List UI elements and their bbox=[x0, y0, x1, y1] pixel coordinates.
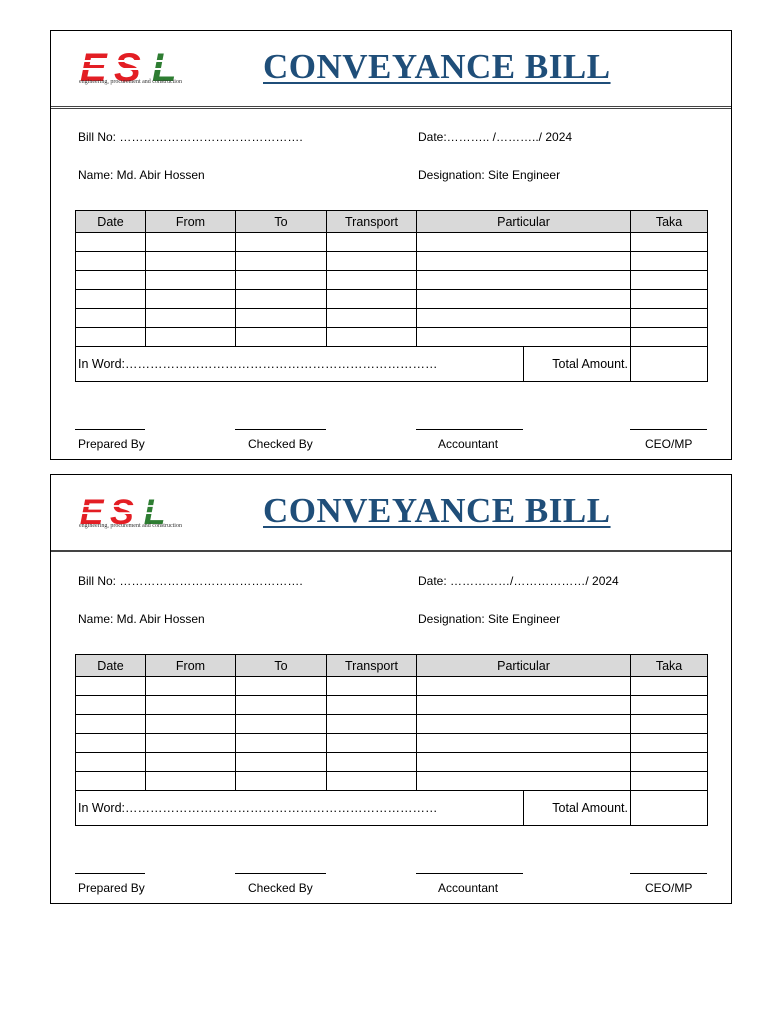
cell-from[interactable] bbox=[146, 734, 236, 753]
cell-date[interactable] bbox=[76, 677, 146, 696]
table-row bbox=[76, 328, 708, 347]
cell-transport[interactable] bbox=[327, 233, 417, 252]
esl-logo bbox=[78, 489, 198, 539]
cell-to[interactable] bbox=[236, 271, 327, 290]
table-header-row bbox=[76, 211, 708, 233]
cell-from[interactable] bbox=[146, 290, 236, 309]
prepared-by-label: Prepared By bbox=[78, 881, 145, 895]
table-header-row bbox=[76, 655, 708, 677]
cell-date[interactable] bbox=[76, 734, 146, 753]
designation-field: Designation: Site Engineer bbox=[418, 168, 561, 182]
ceo-mp-label: CEO/MP bbox=[645, 881, 693, 895]
cell-particular[interactable] bbox=[417, 290, 631, 309]
total-row bbox=[76, 347, 708, 382]
logo-letter-l: L bbox=[143, 491, 166, 532]
column-header-date: Date bbox=[76, 211, 146, 233]
date-field[interactable]: Date: ……………/………………/ 2024 bbox=[418, 574, 619, 588]
cell-transport[interactable] bbox=[327, 696, 417, 715]
cell-particular[interactable] bbox=[417, 233, 631, 252]
signature-line-accountant bbox=[416, 429, 523, 430]
cell-transport[interactable] bbox=[327, 309, 417, 328]
cell-date[interactable] bbox=[76, 715, 146, 734]
form-header bbox=[51, 31, 731, 107]
cell-from[interactable] bbox=[146, 309, 236, 328]
name-field: Name: Md. Abir Hossen bbox=[78, 168, 205, 182]
table-row bbox=[76, 309, 708, 328]
date-field[interactable]: Date:……….. /………../ 2024 bbox=[418, 130, 573, 144]
conveyance-bill-form-2 bbox=[50, 474, 732, 904]
cell-particular[interactable] bbox=[417, 677, 631, 696]
signature-line-checked bbox=[235, 873, 326, 874]
cell-transport[interactable] bbox=[327, 734, 417, 753]
column-header-from: From bbox=[146, 211, 236, 233]
column-header-transport: Transport bbox=[327, 211, 417, 233]
table-row bbox=[76, 290, 708, 309]
bill-no-field[interactable]: Bill No: ………………………………………. bbox=[78, 130, 303, 144]
cell-to[interactable] bbox=[236, 696, 327, 715]
cell-transport[interactable] bbox=[327, 290, 417, 309]
cell-date[interactable] bbox=[76, 772, 146, 791]
accountant-label: Accountant bbox=[438, 437, 499, 451]
signature-line-checked bbox=[235, 429, 326, 430]
cell-date[interactable] bbox=[76, 753, 146, 772]
header-divider bbox=[51, 550, 731, 552]
column-header-date: Date bbox=[76, 655, 146, 677]
logo-letter-e: E bbox=[79, 491, 104, 532]
cell-to[interactable] bbox=[236, 715, 327, 734]
column-header-particular: Particular bbox=[417, 211, 631, 233]
header-divider bbox=[51, 106, 731, 109]
cell-transport[interactable] bbox=[327, 328, 417, 347]
column-header-taka: Taka bbox=[631, 211, 708, 233]
designation-field: Designation: Site Engineer bbox=[418, 612, 561, 626]
table-row bbox=[76, 715, 708, 734]
logo-tagline: engineering, procurement and construction bbox=[79, 79, 182, 85]
cell-to[interactable] bbox=[236, 290, 327, 309]
cell-particular[interactable] bbox=[417, 309, 631, 328]
cell-particular[interactable] bbox=[417, 271, 631, 290]
total-amount-value[interactable] bbox=[631, 791, 708, 826]
cell-to[interactable] bbox=[236, 753, 327, 772]
cell-date[interactable] bbox=[76, 290, 146, 309]
column-header-taka: Taka bbox=[631, 655, 708, 677]
cell-taka[interactable] bbox=[631, 734, 708, 753]
cell-taka[interactable] bbox=[631, 715, 708, 734]
table-row bbox=[76, 271, 708, 290]
cell-transport[interactable] bbox=[327, 715, 417, 734]
cell-to[interactable] bbox=[236, 252, 327, 271]
cell-particular[interactable] bbox=[417, 328, 631, 347]
logo-letter-s: S bbox=[110, 491, 134, 532]
cell-date[interactable] bbox=[76, 233, 146, 252]
cell-from[interactable] bbox=[146, 772, 236, 791]
table-row bbox=[76, 734, 708, 753]
table-row bbox=[76, 252, 708, 271]
total-row bbox=[76, 791, 708, 826]
cell-particular[interactable] bbox=[417, 715, 631, 734]
cell-taka[interactable] bbox=[631, 696, 708, 715]
column-header-to: To bbox=[236, 655, 327, 677]
ceo-mp-label: CEO/MP bbox=[645, 437, 693, 451]
cell-transport[interactable] bbox=[327, 753, 417, 772]
cell-from[interactable] bbox=[146, 233, 236, 252]
signature-line-prepared bbox=[75, 873, 145, 874]
cell-taka[interactable] bbox=[631, 753, 708, 772]
cell-particular[interactable] bbox=[417, 252, 631, 271]
cell-from[interactable] bbox=[146, 677, 236, 696]
conveyance-bill-form-1 bbox=[50, 30, 732, 460]
cell-particular[interactable] bbox=[417, 734, 631, 753]
prepared-by-label: Prepared By bbox=[78, 437, 145, 451]
signature-line-ceo bbox=[630, 429, 707, 430]
cell-taka[interactable] bbox=[631, 233, 708, 252]
table-row bbox=[76, 772, 708, 791]
conveyance-table bbox=[75, 654, 708, 826]
table-row bbox=[76, 677, 708, 696]
cell-taka[interactable] bbox=[631, 252, 708, 271]
cell-from[interactable] bbox=[146, 328, 236, 347]
logo-letter-s: S bbox=[114, 46, 141, 90]
cell-date[interactable] bbox=[76, 309, 146, 328]
column-header-particular: Particular bbox=[417, 655, 631, 677]
cell-to[interactable] bbox=[236, 309, 327, 328]
checked-by-label: Checked By bbox=[248, 437, 313, 451]
form-title: CONVEYANCE BILL bbox=[263, 491, 611, 530]
column-header-from: From bbox=[146, 655, 236, 677]
accountant-label: Accountant bbox=[438, 881, 499, 895]
cell-taka[interactable] bbox=[631, 309, 708, 328]
cell-transport[interactable] bbox=[327, 271, 417, 290]
cell-from[interactable] bbox=[146, 715, 236, 734]
table-row bbox=[76, 753, 708, 772]
cell-from[interactable] bbox=[146, 753, 236, 772]
esl-logo bbox=[78, 45, 213, 95]
cell-from[interactable] bbox=[146, 252, 236, 271]
cell-to[interactable] bbox=[236, 677, 327, 696]
signature-line-prepared bbox=[75, 429, 145, 430]
cell-particular[interactable] bbox=[417, 772, 631, 791]
conveyance-table bbox=[75, 210, 708, 382]
total-amount-label: Total Amount. bbox=[524, 791, 631, 826]
table-row bbox=[76, 696, 708, 715]
column-header-transport: Transport bbox=[327, 655, 417, 677]
cell-from[interactable] bbox=[146, 271, 236, 290]
cell-transport[interactable] bbox=[327, 252, 417, 271]
signature-line-accountant bbox=[416, 873, 523, 874]
total-amount-label: Total Amount. bbox=[524, 347, 631, 382]
cell-transport[interactable] bbox=[327, 677, 417, 696]
cell-date[interactable] bbox=[76, 252, 146, 271]
cell-to[interactable] bbox=[236, 233, 327, 252]
checked-by-label: Checked By bbox=[248, 881, 313, 895]
logo-tagline: engineering, procurement and construction bbox=[79, 523, 182, 529]
table-row bbox=[76, 233, 708, 252]
cell-taka[interactable] bbox=[631, 290, 708, 309]
cell-particular[interactable] bbox=[417, 696, 631, 715]
cell-from[interactable] bbox=[146, 696, 236, 715]
logo-letter-e: E bbox=[80, 46, 107, 90]
cell-particular[interactable] bbox=[417, 753, 631, 772]
cell-transport[interactable] bbox=[327, 772, 417, 791]
name-field: Name: Md. Abir Hossen bbox=[78, 612, 205, 626]
form-header bbox=[51, 475, 731, 551]
cell-date[interactable] bbox=[76, 328, 146, 347]
in-word-field[interactable]: In Word:………………………………………………………………… bbox=[76, 347, 524, 382]
cell-date[interactable] bbox=[76, 271, 146, 290]
cell-to[interactable] bbox=[236, 772, 327, 791]
bill-no-field[interactable]: Bill No: ………………………………………. bbox=[78, 574, 303, 588]
logo-letter-l: L bbox=[152, 46, 177, 90]
cell-to[interactable] bbox=[236, 734, 327, 753]
in-word-field[interactable]: In Word:………………………………………………………………… bbox=[76, 791, 524, 826]
column-header-to: To bbox=[236, 211, 327, 233]
form-title: CONVEYANCE BILL bbox=[263, 47, 611, 86]
cell-date[interactable] bbox=[76, 696, 146, 715]
cell-taka[interactable] bbox=[631, 772, 708, 791]
cell-taka[interactable] bbox=[631, 677, 708, 696]
cell-taka[interactable] bbox=[631, 328, 708, 347]
signature-line-ceo bbox=[630, 873, 707, 874]
cell-taka[interactable] bbox=[631, 271, 708, 290]
total-amount-value[interactable] bbox=[631, 347, 708, 382]
cell-to[interactable] bbox=[236, 328, 327, 347]
